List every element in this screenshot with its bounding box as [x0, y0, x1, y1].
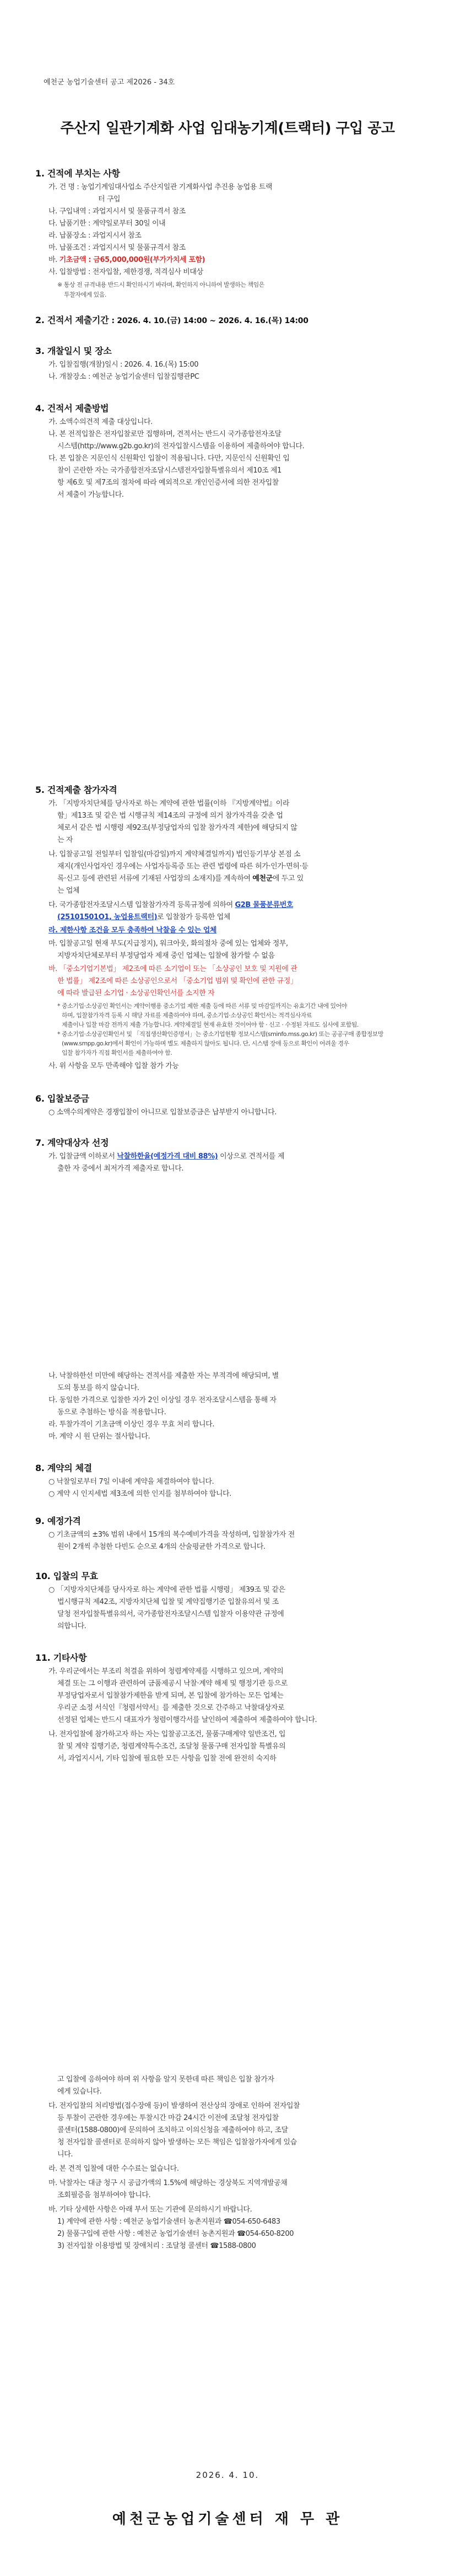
s11-item-a: 가. 우리군에서는 부조리 척결을 위하여 청렴계약제를 시행하고 있으며, 계약의	[48, 1667, 284, 1676]
s11-item-c: 다. 전자입찰의 처리방법(접수장애 등)이 발생하여 전산상의 장애로 인하여 전자입찰	[48, 2102, 300, 2110]
s11-item-c-cont3: 청 전자입찰 콜센터로 문의하지 않아 발생하는 모든 책임은 입찰참가자에게 있습	[57, 2138, 297, 2146]
submission-period: : 2026. 4. 10.(금) 14:00 ~ 2026. 4. 16.(목) 14:00	[111, 316, 308, 325]
base-price: 기초금액 : 금65,000,000원(부가가치세 포함)	[59, 256, 205, 264]
s5-c-text: 다. 국가종합전자조달시스템 입찰참가자격 등록규정에 의하여	[48, 901, 235, 909]
s5-item-e-cont: 지방자치단체로부터 부정당업자 제재 중인 업체는 입찰에 참가할 수 없음	[57, 952, 275, 960]
s5-f-text: 바. 「중소기업기본법」 제2조에 따른 소기업이 또는 「소상공인 보호 및 지원에 관	[48, 965, 297, 973]
section-9-heading: 9. 예정가격	[35, 1516, 81, 1526]
s4-item-c-cont1: 찰이 곤란한 자는 국가종합전자조달시스템전자입찰특별유의서 제10조 제1	[57, 466, 282, 475]
s5-note-1: * 중소기업·소상공인 확인서는 계약이행용 중소기업 제한 제출 등에 따른 서류 및 마감일까지는 유효기간 내에 있어야	[57, 1002, 347, 1010]
s1-item-f-prefix: 바.	[48, 256, 59, 264]
s5-note-6: 입찰 참가자가 직접 확인서를 제출하여야 함.	[62, 1049, 172, 1056]
s7-item-c: 다. 동일한 가격으로 입찰한 자가 2인 이상일 경우 전자조달시스템을 통해 자	[48, 1396, 277, 1404]
s7-item-e: 마. 계약 시 원 단위는 절사합니다.	[48, 1432, 150, 1441]
s1-note: ※ 통상 전 규격내용 반드시 확인하시기 바라며, 확인하지 아니하여 발생하는 책임은	[57, 281, 264, 288]
s8-item-a: ○ 낙찰일로부터 7일 이내에 계약을 체결하여야 합니다.	[48, 1478, 214, 1486]
s5-f-text3: 에 따라 발급된 소기업 · 소상공인확인서를 소지한 자	[57, 989, 215, 997]
s11-contact-2: 2) 물품구입에 관한 사항 : 예천군 농업기술센터 농촌지원과 ☎054-650-8200	[57, 2230, 294, 2238]
section-3-heading: 3. 개찰일시 및 장소	[35, 346, 112, 356]
s5-note-5: (www.smpp.go.kr)에서 확인이 가능하며 별도 제출하지 않아도 됩니다. 단, 시스템 장애 등으로 확인이 어려울 경우	[62, 1040, 349, 1047]
s11-contact-1: 1) 계약에 관한 사항 : 예천군 농업기술센터 농촌지원과 ☎054-650-6483	[57, 2218, 280, 2226]
s11-item-b: 나. 전자입찰에 참가하고자 하는 자는 입찰공고조건, 물품구매계약 일반조건, 입	[48, 1730, 286, 1738]
s7-item-a	[48, 1151, 284, 1162]
s11-item-c-cont1: 등 투찰이 곤란한 경우에는 투찰시간 마감 24시간 이전에 조달청 전자입찰	[57, 2114, 279, 2122]
s11-item-c-cont4: 니다.	[57, 2150, 73, 2159]
s5-item-a-cont1: 함」제13조 및 같은 법 시행규칙 제14조의 규정에 의거 참가자격을 갖춘 업	[57, 812, 283, 820]
s11-item-d: 라. 본 견적 입찰에 대한 수수료는 없습니다.	[48, 2165, 179, 2173]
s11-item-a-cont4: 선정된 업체는 반드시 대표자가 청렴이행각서를 날인하여 제출하여 제출하여야 합니다.	[57, 1716, 317, 1724]
s4-item-b-cont: 시스템(http://www.g2b.go.kr)의 전자입찰시스템을 이용하여 제출하여야 합니다.	[57, 442, 305, 450]
s5-note-3: 제출이나 입찰 마감 전까지 제출 가능합니다. 계약체결일 현재 유효한 것이어야 함 · 신고 · 수정된 자료도 심사에 포함됨.	[62, 1021, 359, 1028]
s5-item-d	[48, 925, 216, 936]
s5-item-a-cont3: 는 자	[57, 836, 73, 844]
issuing-organization: 예천군농업기술센터 재 무 관	[112, 2511, 343, 2527]
s4-item-c	[48, 453, 290, 464]
s7-item-b: 나. 낙찰하한선 미만에 해당하는 견적서를 제출한 자는 부적격에 해당되며, 별	[48, 1372, 279, 1380]
s11-item-b-cont4: 에게 있습니다.	[57, 2087, 102, 2096]
s7-a-end: 이상으로 견적서를 제	[218, 1152, 284, 1161]
s5-item-g: 사. 위 사항을 모두 만족해야 입찰 참가 가능	[48, 1062, 179, 1070]
s5-note-2: 하며, 입찰참가자격 등록 시 해당 자료를 제출하여야 하며, 중소기업·소상공인 확인서는 적격심사자료	[62, 1012, 312, 1019]
section-1-heading: 1. 건적에 부치는 사항	[35, 168, 120, 179]
s7-item-b-cont: 도의 통보를 하지 않습니다.	[57, 1384, 139, 1392]
section-2-heading	[35, 313, 308, 326]
s11-item-b-cont3: 고 입찰에 응하여야 하며 위 사항을 알지 못한데 따른 책임은 입찰 참가자	[57, 2075, 274, 2084]
page-title: 주산지 일관기계화 사업 임대농기계(트랙터) 구입 공고	[60, 120, 395, 137]
s10-item-a-cont1: 법시행규칙 제42조, 지방자치단체 입찰 및 계약집행기준 입찰유의서 및 조	[57, 1598, 279, 1606]
s7-item-c-cont: 동으로 추첨하는 방식을 적용합니다.	[57, 1408, 166, 1416]
s5-item-b-cont2	[57, 873, 304, 884]
s5-b-region: 예천군	[252, 874, 273, 883]
s5-d-text: 라. 제한사항 조건을 모두 충족하여 낙찰을 수 있는 업체	[48, 926, 217, 935]
s5-f-text2: 한 법률」 제2조에 따른 소상공인으로서 「중소기업 범위 및 확인에 관한 규정」	[57, 977, 297, 985]
s4-item-a: 가. 소액수의견적 제출 대상입니다.	[48, 418, 153, 426]
s5-item-a: 가. 「지방자치단체를 당사자로 하는 계약에 관한 법률(이하 『지방계약법』이라	[48, 799, 290, 808]
s5-item-b: 나. 입찰공고일 전일부터 입찰일(마감일)까지 계약체결일까지) 법인등기부상 본점 소	[48, 850, 301, 858]
s11-contact-3: 3) 전자입찰 이용방법 및 장애처리 : 조달청 콜센터 ☎1588-0800	[57, 2242, 256, 2250]
s1-item-e: 마. 납품조건 : 과업지시서 및 물품규격서 참조	[48, 244, 186, 252]
s5-c-code: (25101501O1, 농업용트랙터)	[57, 913, 158, 921]
s6-item-a: ○ 소액수의계약은 경쟁입찰이 아니므로 입찰보증금은 납부받지 아니합니다.	[48, 1108, 277, 1117]
s11-item-a-cont1: 체결 또는 그 이행과 관련하여 금품제공시 낙찰·계약 해제 및 행정기관 등으로	[57, 1679, 288, 1688]
section-10-heading: 10. 입찰의 무효	[35, 1571, 98, 1581]
s5-b-end: 에 두고 있	[272, 874, 304, 883]
s5-item-f	[48, 964, 297, 975]
section-11-heading: 11. 기타사항	[35, 1652, 87, 1663]
s5-item-b-cont1: 재지(개인사업자인 경우에는 사업자등록증 또는 관련 법령에 따른 허가·인가·면허·등	[57, 862, 308, 871]
section-7-heading: 7. 계약대상자 선정	[35, 1137, 109, 1148]
s11-item-a-cont3: 우리군 소정 서식인『청렴서약서』를 제출한 것으로 간주하고 낙찰대상자로	[57, 1704, 285, 1712]
s1-item-b: 나. 구입내역 : 과업지시서 및 물품규격서 참조	[48, 207, 186, 216]
s11-item-b-cont2: 서, 과업지시서, 기타 입찰에 필요한 모든 사항을 입찰 전에 완전히 숙지하	[57, 1754, 277, 1763]
s11-item-e-cont: 조회필증을 첨부하여야 합니다.	[57, 2191, 151, 2199]
s8-item-b: ○ 계약 시 인지세법 제3조에 의한 인지를 첨부하여야 합니다.	[48, 1490, 232, 1498]
s4-item-c-cont2: 항 제6호 및 제7조의 절차에 따라 예외적으로 개인인증서에 의한 전자입찰	[57, 479, 279, 487]
s3-item-b: 나. 개찰장소 : 예천군 농업기술센터 입찰집행관PC	[48, 373, 199, 381]
s5-c-classification: G2B 물품분류번호	[235, 901, 294, 909]
s5-b-text: 록·신고 등에 관련된 서류에 기재된 사업장의 소재지)를 계속하여	[57, 874, 253, 883]
s7-item-d: 라. 투찰가격이 기초금액 이상인 경우 무효 처리 합니다.	[48, 1420, 215, 1429]
s11-item-b-cont1: 찰 및 계약 집행기준, 청렴계약특수조건, 조달청 물품구매 전자입찰 특별유의	[57, 1742, 286, 1751]
s4-item-c-text: 다. 본 입찰은 지문인식 신원확인 입찰이 적용됩니다. 다만, 지문인식 신원확인 입	[48, 454, 290, 463]
s5-item-a-cont2: 체로서 같은 법 시행령 제92조(부정당업자의 입찰 참가자격 제한)에 해당되지 않	[57, 824, 297, 832]
s4-item-b: 나. 본 전적입찰은 전자입찰로만 집행하며, 견적서는 반드시 국가종합전자조달	[48, 430, 281, 438]
s1-item-d: 라. 납품장소 : 과업지시서 참조	[48, 232, 142, 240]
s7-a-rate: 낙찰하한율(예정가격 대비 88%)	[117, 1152, 218, 1161]
s1-item-f	[48, 255, 205, 266]
s3-item-a: 가. 입찰집행(개찰)일시 : 2026. 4. 16.(목) 15:00	[48, 361, 199, 369]
s5-note-4: * 중소기업·소상공인확인서 및 「직접생산확인증명서」는 중소기업현황 정보시스템(sminfo.mss.go.kr) 또는 공공구매 종합정보망	[57, 1031, 384, 1038]
s11-item-e: 마. 낙찰자는 대금 청구 시 공급가액의 1.5%에 해당하는 경상북도 지역개발공채	[48, 2179, 288, 2187]
section-4-heading: 4. 건적서 제출방법	[35, 403, 109, 414]
s1-item-c: 다. 납품기한 : 계약일로부터 30일 이내	[48, 219, 166, 228]
issue-date: 2026. 4. 10.	[196, 2470, 259, 2480]
s10-item-a-cont3: 의합니다.	[57, 1622, 86, 1630]
section-6-heading: 6. 입찰보증금	[35, 1093, 89, 1104]
s5-item-c-cont	[57, 912, 230, 923]
s5-item-b-cont3: 는 업체	[57, 887, 80, 895]
s11-item-a-cont2: 부정당업자로서 입찰참가제한을 받게 되며, 본 입찰에 참가하는 모든 업체는	[57, 1692, 284, 1700]
s10-item-a-cont2: 달청 전자입찰특별유의서, 국가종합전자조달시스템 입찰자 이용약관 규정에	[57, 1610, 284, 1618]
s1-item-a-cont: 터 구입	[98, 195, 121, 203]
s5-item-c	[48, 900, 293, 911]
s7-item-a-cont: 출한 자 중에서 최저가격 제출자로 합니다.	[57, 1164, 184, 1173]
section-2-title: 2. 건적서 제출기간	[35, 315, 109, 325]
s11-item-f: 바. 기타 상세한 사항은 아래 부서 또는 기관에 문의하시기 바랍니다.	[48, 2205, 252, 2214]
section-5-heading: 5. 건적제출 참가자격	[35, 785, 117, 795]
s5-item-e: 마. 입찰공고일 현재 부도(지급정지), 워크아웃, 화의절차 중에 있는 업체와 정부,	[48, 940, 288, 948]
s1-note-cont: 투찰자에게 있음.	[64, 291, 106, 298]
s9-item-a-cont: 원이 2개씩 추첨한 다빈도 순으로 4개의 산술평균한 가격으로 합니다.	[57, 1543, 266, 1551]
s11-item-c-cont2: 콜센터(1588-0800)에 문의하여 조치하고 이의신청을 제출하여야 하고, 조달	[57, 2126, 288, 2134]
s7-a-text: 가. 입찰금액 이하로서	[48, 1152, 117, 1161]
s5-item-f-cont1	[57, 976, 297, 987]
s5-item-f-cont2	[57, 988, 214, 999]
s10-item-a: ○ 「지방자치단체를 당사자로 하는 계약에 관한 법률 시행령」 제39조 및 같은	[48, 1586, 285, 1594]
s1-item-a: 가. 건 명 : 농업기계임대사업소 주산지일관 기계화사업 추진용 농업용 트랙	[48, 183, 273, 191]
s4-item-c-cont3: 서 제출이 가능합니다.	[57, 491, 124, 499]
s5-c-end: 로 입찰참가 등록한 업체	[157, 913, 230, 921]
section-8-heading: 8. 계약의 체결	[35, 1463, 92, 1473]
s1-item-g: 사. 입찰방법 : 전자입찰, 제한경쟁, 적격심사 비대상	[48, 268, 203, 276]
notice-number: 예천군 농업기술센터 공고 제2026 - 34호	[44, 78, 175, 87]
s9-item-a: ○ 기초금액의 ±3% 범위 내에서 15개의 복수예비가격을 작성하며, 입찰참가자 전	[48, 1531, 295, 1539]
